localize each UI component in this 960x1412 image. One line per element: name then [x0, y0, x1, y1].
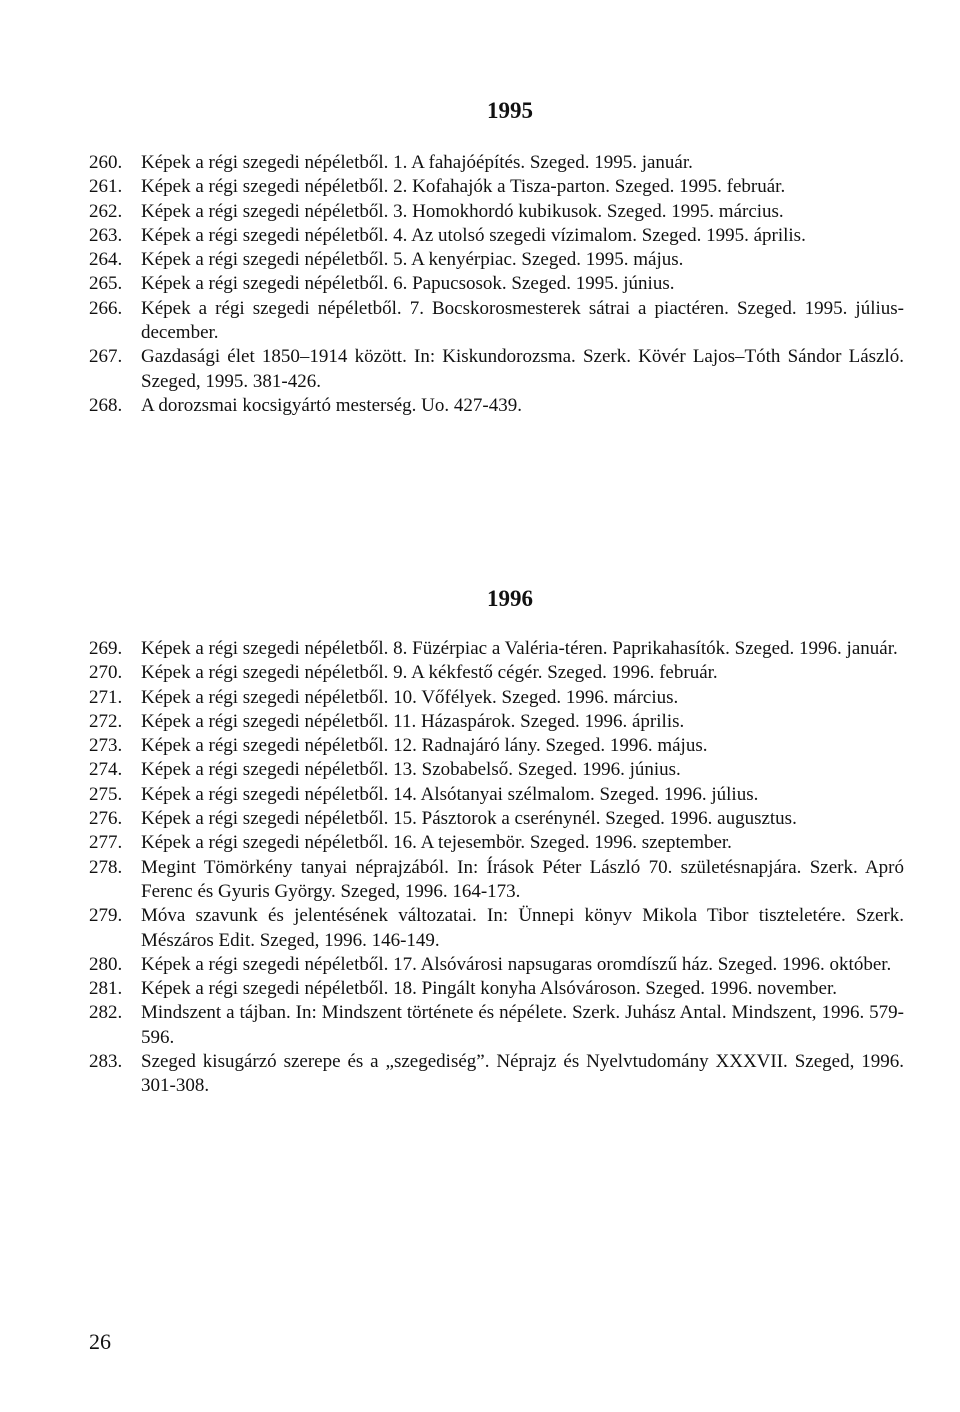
- entry-number: 276.: [89, 808, 123, 830]
- entry-number: 279.: [89, 905, 123, 927]
- entry-number: 266.: [89, 297, 123, 319]
- entry-text: Képek a régi szegedi népéletből. 15. Pásztorok a cserénynél. Szeged. 1996. augusztus.: [141, 808, 797, 830]
- bibliography-entry: [89, 807, 904, 831]
- bibliography-entry: [89, 345, 904, 394]
- bibliography-entry: [89, 734, 904, 758]
- entry-text: Képek a régi szegedi népéletből. 17. Alsóvárosi napsugaras oromdíszű ház. Szeged. 1996. október.: [141, 953, 892, 975]
- year-heading-1996: 1996: [487, 586, 533, 611]
- entry-number: 280.: [89, 953, 123, 975]
- bibliography-entry: [89, 831, 904, 855]
- entry-text: Megint Tömörkény tanyai néprajzából. In: Írások Péter László 70. születésnapjára. Szerk. Apró Ferenc és Gyuris György. Szeged, 1996. 164-173.: [141, 856, 904, 902]
- entry-number: 273.: [89, 735, 123, 757]
- entry-text: Képek a régi szegedi népéletből. 8. Füzérpiac a Valéria-téren. Paprikahasítók. Szeged. 1996. január.: [141, 638, 898, 659]
- entry-number: 265.: [89, 273, 123, 295]
- entry-number: 278.: [89, 856, 123, 878]
- entry-text: Szeged kisugárzó szerepe és a „szegediség”. Néprajz és Nyelvtudomány XXXVII. Szeged, 1996. 301-308.: [141, 1051, 904, 1097]
- bibliography-entry: [89, 686, 904, 710]
- entry-text: Képek a régi szegedi népéletből. 1. A fahajóépítés. Szeged. 1995. január.: [141, 152, 693, 173]
- entry-text: Képek a régi szegedi népéletből. 5. A kenyérpiac. Szeged. 1995. május.: [141, 249, 684, 271]
- entry-number: 260.: [89, 152, 123, 173]
- bibliography-entry: [89, 856, 904, 905]
- bibliography-entry: [89, 151, 904, 175]
- entry-text: Mindszent a tájban. In: Mindszent története és népélete. Szerk. Juhász Antal. Mindszent, 1996. 579-596.: [141, 1002, 904, 1048]
- entry-text: Képek a régi szegedi népéletből. 2. Kofahajók a Tisza-parton. Szeged. 1995. február.: [141, 176, 786, 198]
- bibliography-entry: [89, 1050, 904, 1099]
- bibliography-entry: [89, 1001, 904, 1050]
- entry-number: 268.: [89, 394, 123, 416]
- entry-number: 271.: [89, 686, 123, 708]
- entry-text: Képek a régi szegedi népéletből. 3. Homokhordó kubikusok. Szeged. 1995. március.: [141, 200, 784, 222]
- entry-number: 277.: [89, 832, 123, 854]
- bibliography-list-1995: [89, 151, 904, 418]
- page-number: 26: [89, 1329, 111, 1354]
- bibliography-list-1996: [89, 637, 904, 1099]
- entry-number: 275.: [89, 783, 123, 805]
- bibliography-entry: [89, 661, 904, 685]
- year-heading-1995: 1995: [487, 98, 533, 123]
- entry-text: Képek a régi szegedi népéletből. 6. Papucsosok. Szeged. 1995. június.: [141, 273, 675, 295]
- bibliography-entry: [89, 637, 904, 661]
- entry-number: 274.: [89, 759, 123, 781]
- entry-text: Képek a régi szegedi népéletből. 7. Bocskorosmesterek sátrai a piactéren. Szeged. 1995. július-december.: [141, 297, 904, 344]
- entry-number: 263.: [89, 224, 123, 246]
- entry-text: Képek a régi szegedi népéletből. 14. Alsótanyai szélmalom. Szeged. 1996. július.: [141, 783, 759, 805]
- entry-text: Képek a régi szegedi népéletből. 4. Az utolsó szegedi vízimalom. Szeged. 1995. április.: [141, 224, 806, 246]
- entry-number: 270.: [89, 662, 123, 684]
- bibliography-entry: [89, 200, 904, 224]
- bibliography-entry: [89, 953, 904, 977]
- entry-text: Képek a régi szegedi népéletből. 10. Vőfélyek. Szeged. 1996. március.: [141, 686, 679, 708]
- bibliography-entry: [89, 272, 904, 296]
- bibliography-entry: [89, 297, 904, 346]
- bibliography-entry: [89, 175, 904, 199]
- entry-number: 267.: [89, 346, 123, 368]
- entry-text: Gazdasági élet 1850–1914 között. In: Kiskundorozsma. Szerk. Kövér Lajos–Tóth Sándor László. Szeged, 1995. 381-426.: [141, 346, 904, 392]
- entry-text: Móva szavunk és jelentésének változatai. In: Ünnepi könyv Mikola Tibor tiszteletére. Szerk. Mészáros Edit. Szeged, 1996. 146-149.: [141, 905, 904, 951]
- bibliography-entry: [89, 394, 904, 418]
- entry-text: Képek a régi szegedi népéletből. 18. Pingált konyha Alsóvároson. Szeged. 1996. november.: [141, 978, 837, 1000]
- bibliography-entry: [89, 758, 904, 782]
- entry-text: Képek a régi szegedi népéletből. 12. Radnajáró lány. Szeged. 1996. május.: [141, 735, 708, 757]
- entry-text: A dorozsmai kocsigyártó mesterség. Uo. 427-439.: [141, 394, 522, 416]
- entry-number: 281.: [89, 978, 123, 1000]
- entry-number: 283.: [89, 1051, 123, 1073]
- entry-number: 282.: [89, 1002, 123, 1024]
- entry-number: 262.: [89, 200, 123, 222]
- bibliography-entry: [89, 224, 904, 248]
- entry-number: 272.: [89, 710, 123, 732]
- entry-text: Képek a régi szegedi népéletből. 11. Házaspárok. Szeged. 1996. április.: [141, 710, 685, 732]
- entry-number: 269.: [89, 638, 123, 659]
- entry-number: 261.: [89, 176, 123, 198]
- bibliography-entry: [89, 710, 904, 734]
- bibliography-entry: [89, 977, 904, 1001]
- bibliography-entry: [89, 783, 904, 807]
- entry-text: Képek a régi szegedi népéletből. 9. A kékfestő cégér. Szeged. 1996. február.: [141, 662, 718, 684]
- entry-text: Képek a régi szegedi népéletből. 13. Szobabelső. Szeged. 1996. június.: [141, 759, 681, 781]
- entry-text: Képek a régi szegedi népéletből. 16. A tejesembör. Szeged. 1996. szeptember.: [141, 832, 732, 854]
- bibliography-entry: [89, 904, 904, 953]
- entry-number: 264.: [89, 249, 123, 271]
- bibliography-entry: [89, 248, 904, 272]
